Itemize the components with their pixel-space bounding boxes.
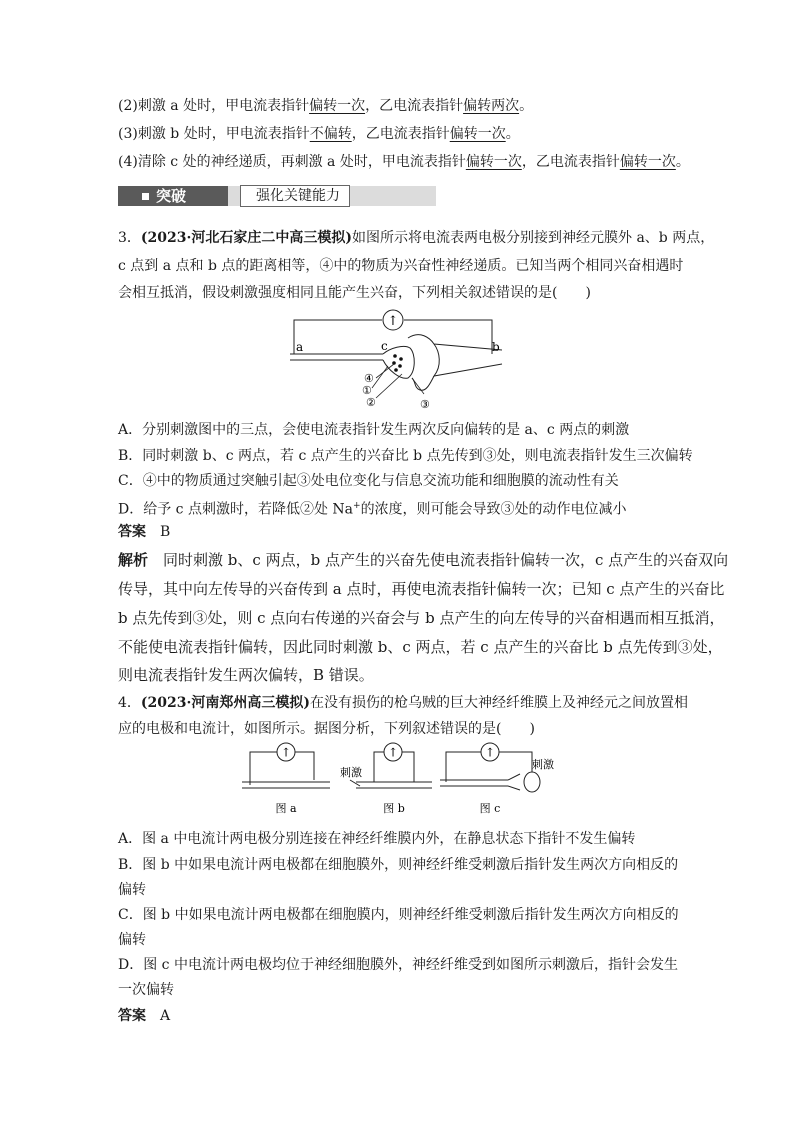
line-text: (2)刺激 a 处时，甲电流表指针 xyxy=(118,98,310,114)
q4-option-c-line-2: 偏转 xyxy=(118,932,146,948)
question-number: 4． xyxy=(118,695,141,711)
line-text: ，乙电流表指针 xyxy=(521,154,620,170)
underlined-answer: 不偏转 xyxy=(309,126,352,142)
svg-text:↑: ↑ xyxy=(484,745,496,760)
figure-b-caption: 图 b xyxy=(383,802,405,815)
q3-analysis-line-5: 则电流表指针发生两次偏转，B 错误。 xyxy=(118,666,374,684)
analysis-label: 解析 xyxy=(118,551,149,569)
q3-answer xyxy=(118,522,170,542)
superscript: + xyxy=(353,501,361,511)
q4-option-c-line-1: C．图 b 中如果电流计两电极都在细胞膜内，则神经纤维受刺激后指针发生两次方向相反的 xyxy=(118,907,679,923)
q3-analysis-line-1 xyxy=(118,550,728,570)
label-2: ② xyxy=(366,396,376,409)
label-3: ③ xyxy=(420,398,430,411)
q4-stem-line-1 xyxy=(118,693,688,713)
q4-option-b-line-1: B．图 b 中如果电流计两电极都在细胞膜外，则神经纤维受刺激后指针发生两次方向相反的 xyxy=(118,857,679,873)
q3-analysis-line-4: 不能使电流表指针偏转，因此同时刺激 b、c 两点，若 c 点产生的兴奋比 b 点先传到③处， xyxy=(118,638,723,656)
analysis-text: 同时刺激 b、c 两点，b 点产生的兴奋先使电流表指针偏转一次，c 点产生的兴奋双向 xyxy=(163,551,729,569)
answer-value: B xyxy=(160,524,171,540)
neuron-body-icon xyxy=(524,772,540,792)
stimulus-arrow-icon xyxy=(350,780,360,786)
underlined-answer: 偏转两次 xyxy=(463,98,520,114)
line-text: 。 xyxy=(505,126,520,142)
line-text: 。 xyxy=(519,98,534,114)
label-4: ④ xyxy=(364,372,374,385)
postsynaptic-membrane xyxy=(408,335,502,391)
q3-stem-line-1 xyxy=(118,228,714,248)
question-source: (2023·河南郑州高三模拟) xyxy=(140,695,311,711)
q3-option-a: A．分别刺激图中的三点，会使电流表指针发生两次反向偏转的是 a、c 两点的刺激 xyxy=(118,422,630,438)
stimulus-label-c: 刺激 xyxy=(532,758,554,771)
figure-c-caption: 图 c xyxy=(479,802,501,815)
underlined-answer: 偏转一次 xyxy=(309,98,366,114)
q4-figure-c xyxy=(436,740,566,820)
underlined-answer: 偏转一次 xyxy=(465,154,522,170)
answer-label: 答案 xyxy=(118,1008,146,1024)
answer-value: A xyxy=(160,1008,171,1024)
underlined-answer: 偏转一次 xyxy=(449,126,506,142)
q4-figure-b xyxy=(336,740,436,820)
question-number: 3． xyxy=(118,230,141,246)
question-stem: 在没有损伤的枪乌贼的巨大神经纤维膜上及神经元之间放置相 xyxy=(310,695,689,711)
q4-answer xyxy=(118,1006,170,1026)
line-text: (3)刺激 b 处时，甲电流表指针 xyxy=(118,126,310,142)
point-a-label: a xyxy=(296,340,304,354)
banner-title: 突破 xyxy=(156,187,187,205)
svg-text:↑: ↑ xyxy=(280,745,292,760)
q4-option-d-line-1: D．图 c 中电流计两电极均位于神经细胞膜外，神经纤维受到如图所示刺激后，指针会发生 xyxy=(118,957,678,973)
q3-stem-line-3: 会相互抵消，假设刺激强度相同且能产生兴奋，下列相关叙述错误的是( ) xyxy=(118,285,591,301)
q3-neuron-diagram xyxy=(280,308,520,414)
answer-line-4 xyxy=(118,152,690,172)
q3-stem-line-2: c 点到 a 点和 b 点的距离相等，④中的物质为兴奋性神经递质。已知当两个相同兴奋相遇时 xyxy=(118,258,684,274)
point-b-label: b xyxy=(492,340,500,354)
line-text: ，乙电流表指针 xyxy=(365,98,464,114)
option-text: 的浓度，则可能会导致③处的动作电位减小 xyxy=(360,501,627,518)
q4-option-b-line-2: 偏转 xyxy=(118,882,146,898)
q3-analysis-line-2: 传导，其中向左传导的兴奋传到 a 点时，再使电流表指针偏转一次；已知 c 点产生的兴奋比 xyxy=(118,580,725,598)
stimulus-label-b: 刺激 xyxy=(340,766,362,779)
q3-option-b: B．同时刺激 b、c 两点，若 c 点产生的兴奋比 b 点先传到③处，则电流表指针发生三次偏转 xyxy=(118,448,693,464)
svg-text:↑: ↑ xyxy=(387,745,399,760)
section-banner xyxy=(118,184,436,208)
question-stem: 如图所示将电流表两电极分别接到神经元膜外 a、b 两点， xyxy=(352,230,715,246)
point-c-label: c xyxy=(381,339,388,353)
q3-option-c: C．④中的物质通过突触引起③处电位变化与信息交流功能和细胞膜的流动性有关 xyxy=(118,473,619,489)
answer-label: 答案 xyxy=(118,524,146,540)
q4-option-a: A．图 a 中电流计两电极分别连接在神经纤维膜内外，在静息状态下指针不发生偏转 xyxy=(118,831,636,847)
q3-analysis-line-3: b 点先传到③处，则 c 点向右传递的兴奋会与 b 点产生的向左传导的兴奋相遇而相互抵消， xyxy=(118,609,725,627)
label-1: ① xyxy=(362,384,372,397)
q4-stem-line-2: 应的电极和电流计，如图所示。据图分析，下列叙述错误的是( ) xyxy=(118,721,535,737)
answer-line-2 xyxy=(118,96,533,116)
line-text: ，乙电流表指针 xyxy=(351,126,450,142)
meter-needle-label: ↑ xyxy=(387,314,399,329)
question-source: (2023·河北石家庄二中高三模拟) xyxy=(140,230,353,246)
line-text: (4)清除 c 处的神经递质，再刺激 a 处时，甲电流表指针 xyxy=(118,154,466,170)
figure-a-caption: 图 a xyxy=(275,802,297,815)
banner-subtitle: 强化关键能力 xyxy=(256,188,340,204)
answer-line-3 xyxy=(118,124,520,144)
option-text: D．给予 c 点刺激时，若降低②处 Na xyxy=(118,501,354,518)
underlined-answer: 偏转一次 xyxy=(619,154,676,170)
q3-option-d xyxy=(118,496,627,520)
q4-figure-a xyxy=(236,740,336,820)
q4-option-d-line-2: 一次偏转 xyxy=(118,982,174,998)
square-bullet-icon xyxy=(142,193,149,200)
line-text: 。 xyxy=(675,154,690,170)
